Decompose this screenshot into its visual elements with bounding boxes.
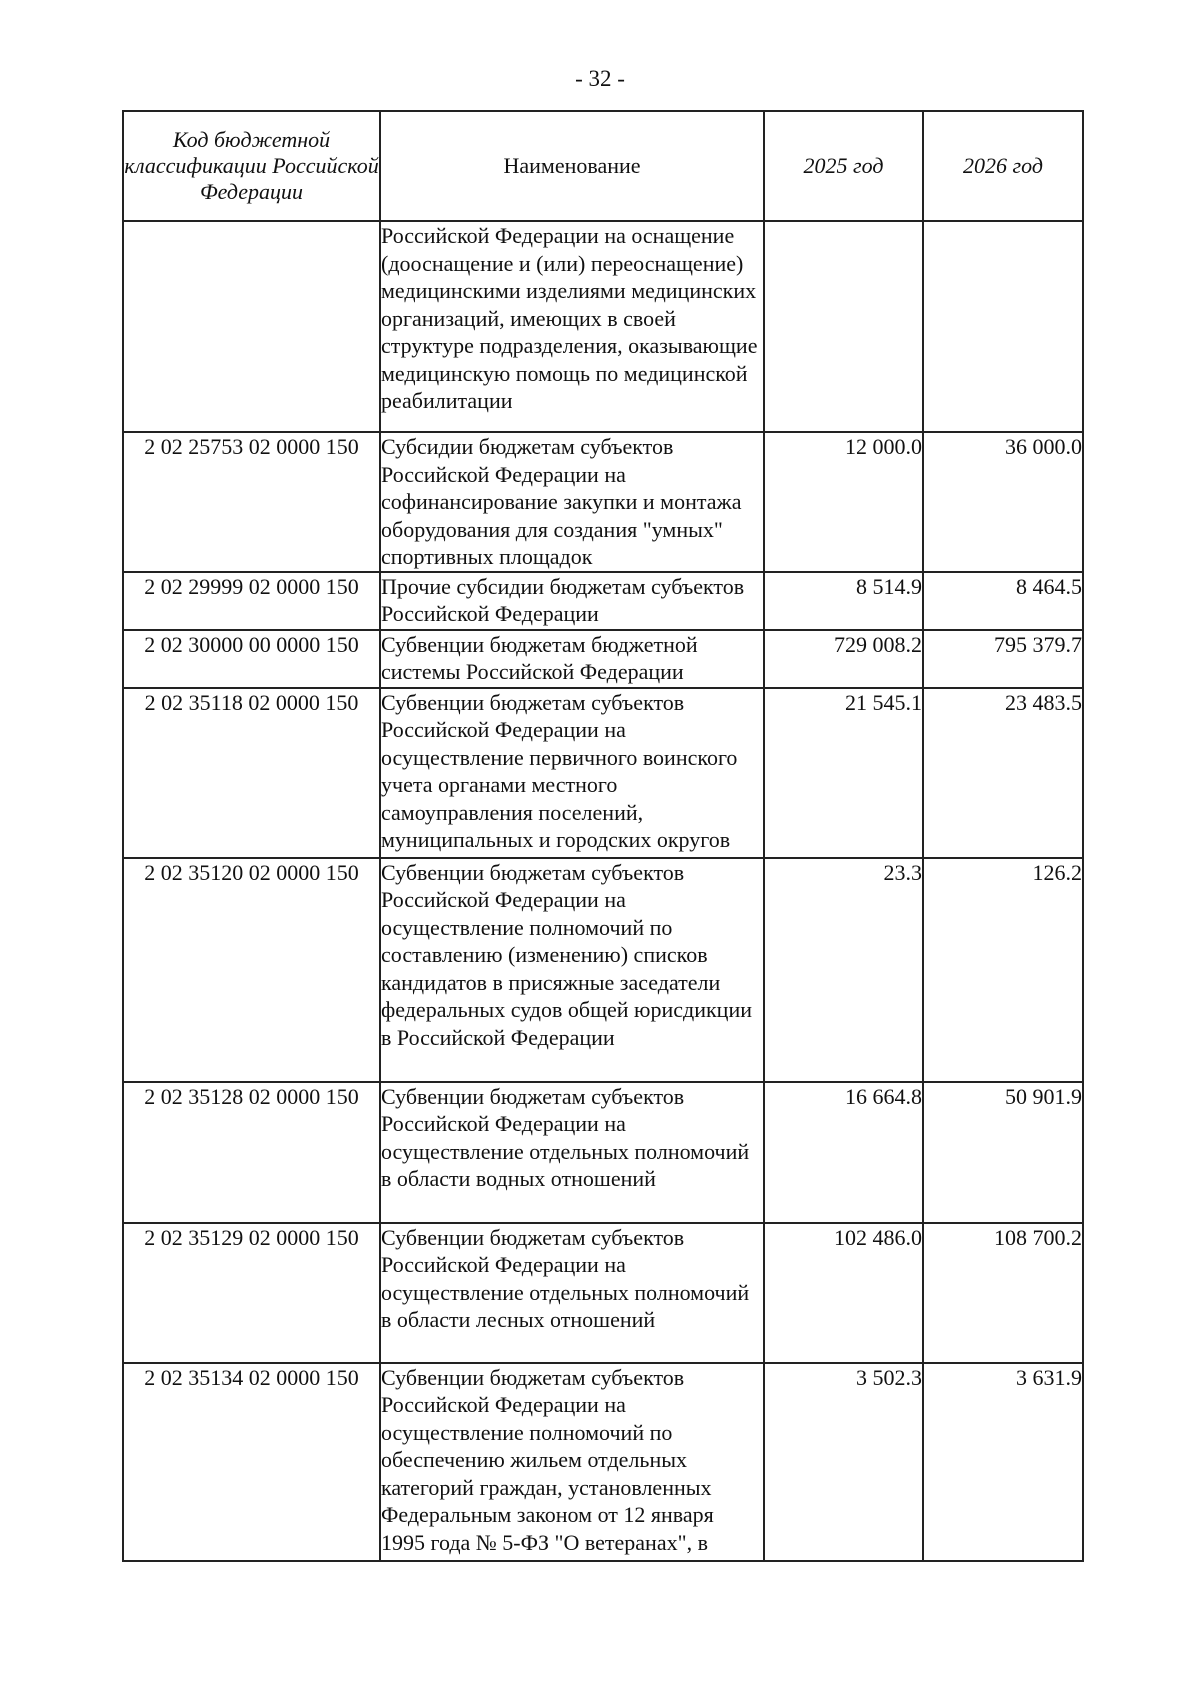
row-2025: 21 545.1 [764,688,923,858]
header-2025: 2025 год [764,111,923,221]
row-code: 2 02 35129 02 0000 150 [123,1223,380,1363]
table-row [123,858,1083,1082]
table-row [123,1223,1083,1363]
table-row [123,221,1083,432]
row-name: Прочие субсидии бюджетам субъектов Российской Федерации [380,572,764,630]
row-code: 2 02 35134 02 0000 150 [123,1363,380,1561]
row-2026 [923,221,1083,432]
row-2025: 23.3 [764,858,923,1082]
table-row [123,688,1083,858]
row-code: 2 02 35120 02 0000 150 [123,858,380,1082]
row-2025: 102 486.0 [764,1223,923,1363]
row-code: 2 02 29999 02 0000 150 [123,572,380,630]
row-name: Субвенции бюджетам субъектов Российской Федерации на осуществление отдельных полномочий в области водных отношений [380,1082,764,1223]
row-name: Субвенции бюджетам субъектов Российской Федерации на осуществление отдельных полномочий в области лесных отношений [380,1223,764,1363]
row-code: 2 02 30000 00 0000 150 [123,630,380,688]
row-2025: 16 664.8 [764,1082,923,1223]
row-2026: 50 901.9 [923,1082,1083,1223]
row-name: Субвенции бюджетам субъектов Российской Федерации на осуществление полномочий по составлению (изменению) списков кандидатов в присяжные заседатели федеральных судов общей юрисдикции в Российской Федерации [380,858,764,1082]
row-2026: 108 700.2 [923,1223,1083,1363]
row-2026: 36 000.0 [923,432,1083,572]
row-2025: 8 514.9 [764,572,923,630]
row-code [123,221,380,432]
row-name: Субвенции бюджетам субъектов Российской Федерации на осуществление первичного воинского учета органами местного самоуправления поселений, муниципальных и городских округов [380,688,764,858]
table-row [123,1363,1083,1561]
header-2026: 2026 год [923,111,1083,221]
row-2026: 23 483.5 [923,688,1083,858]
row-code: 2 02 35128 02 0000 150 [123,1082,380,1223]
row-2026: 8 464.5 [923,572,1083,630]
row-name: Субсидии бюджетам субъектов Российской Федерации на софинансирование закупки и монтажа оборудования для создания "умных" спортивных площадок [380,432,764,572]
row-2025: 3 502.3 [764,1363,923,1561]
page-number: - 32 - [575,66,625,91]
table-row [123,572,1083,630]
row-name: Субвенции бюджетам бюджетной системы Российской Федерации [380,630,764,688]
row-name: Российской Федерации на оснащение (дооснащение и (или) переоснащение) медицинскими изделиями медицинских организаций, имеющих в своей структуре подразделения, оказывающие медицинскую помощь по медицинской реабилитации [380,221,764,432]
row-name: Субвенции бюджетам субъектов Российской Федерации на осуществление полномочий по обеспечению жильем отдельных категорий граждан, установленных Федеральным законом от 12 января 1995 года № 5-ФЗ "О ветеранах", в [380,1363,764,1561]
header-code: Код бюджетной классификации Российской Федерации [123,111,380,221]
table-row [123,1082,1083,1223]
row-2026: 3 631.9 [923,1363,1083,1561]
row-2025: 12 000.0 [764,432,923,572]
header-name: Наименование [380,111,764,221]
row-2026: 795 379.7 [923,630,1083,688]
table-row [123,630,1083,688]
row-code: 2 02 35118 02 0000 150 [123,688,380,858]
row-2026: 126.2 [923,858,1083,1082]
row-2025 [764,221,923,432]
row-code: 2 02 25753 02 0000 150 [123,432,380,572]
budget-table [122,110,1084,1562]
row-2025: 729 008.2 [764,630,923,688]
table-row [123,432,1083,572]
table-header-row [123,111,1083,221]
